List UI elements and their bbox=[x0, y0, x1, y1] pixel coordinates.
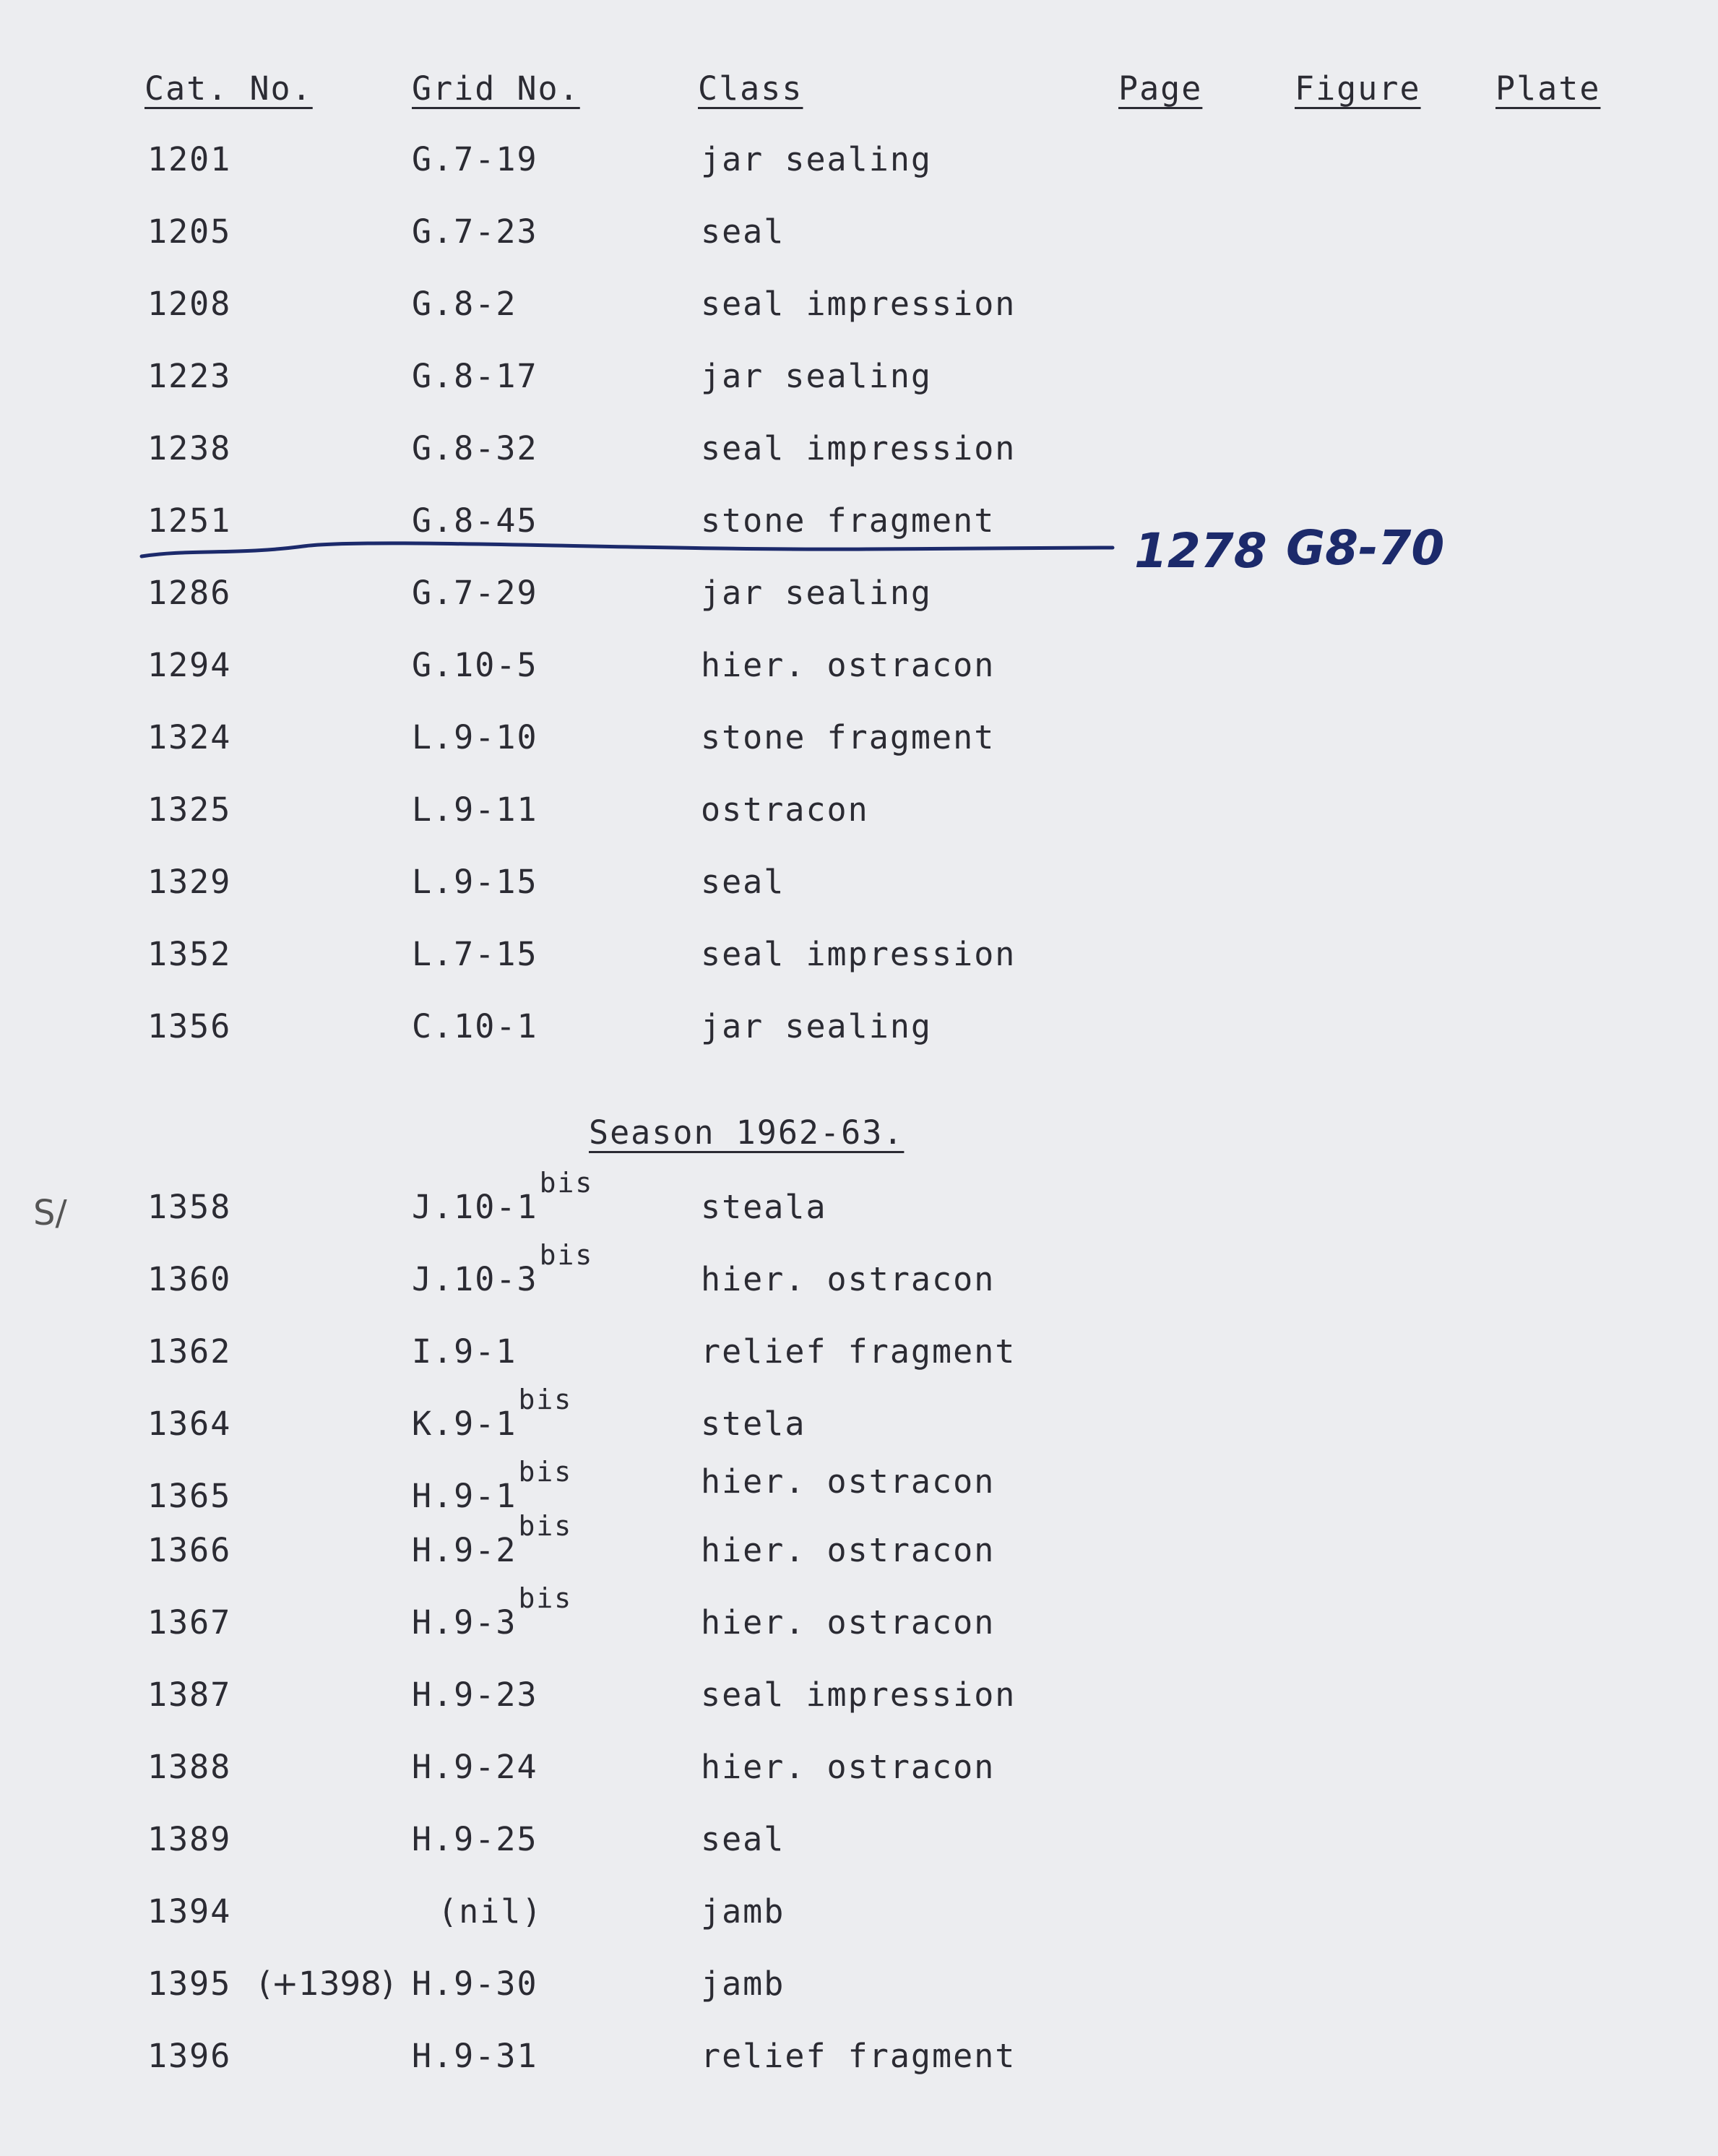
cat-no: 1395 bbox=[147, 1965, 232, 2003]
grid-no: C.10-1 bbox=[412, 1007, 538, 1045]
grid-no: $J.10-3^{bis}$ bbox=[412, 1239, 594, 1298]
cat-no: 1364 bbox=[147, 1405, 232, 1443]
class: jar sealing bbox=[701, 1007, 933, 1045]
grid-suffix: bis bbox=[518, 1582, 573, 1614]
cat-no: 1325 bbox=[147, 790, 232, 829]
header-class: Class bbox=[698, 69, 803, 108]
class: jar sealing bbox=[701, 357, 933, 395]
class: hier. ostracon bbox=[701, 646, 996, 684]
class: hier. ostracon bbox=[701, 1748, 996, 1786]
grid-no: G.8-2 bbox=[412, 285, 517, 323]
cat-no: 1389 bbox=[147, 1820, 232, 1858]
cat-no: 1208 bbox=[147, 285, 232, 323]
header-cat-no: Cat. No. bbox=[144, 69, 313, 108]
margin-mark: S/ bbox=[33, 1193, 67, 1233]
grid-no: H.9-30 bbox=[412, 1965, 538, 2003]
cat-no: 1365 bbox=[147, 1477, 232, 1515]
class: relief fragment bbox=[701, 2037, 1016, 2075]
header-page: Page bbox=[1118, 69, 1203, 108]
class: stela bbox=[701, 1405, 806, 1443]
grid-no: G.7-19 bbox=[412, 140, 538, 178]
grid-no: G.8-17 bbox=[412, 357, 538, 395]
cat-no: 1201 bbox=[147, 140, 232, 178]
cat-no: 1294 bbox=[147, 646, 232, 684]
grid-no: H.9-25 bbox=[412, 1820, 538, 1858]
cat-no: 1394 bbox=[147, 1892, 232, 1931]
header-grid-no: Grid No. bbox=[412, 69, 580, 108]
class: seal impression bbox=[701, 285, 1016, 323]
grid-no: L.9-11 bbox=[412, 790, 538, 829]
cat-no: 1396 bbox=[147, 2037, 232, 2075]
class: seal bbox=[701, 863, 785, 901]
grid-no: $K.9-1^{bis}$ bbox=[412, 1384, 573, 1443]
grid-no: G.8-45 bbox=[412, 501, 538, 540]
season-heading: Season 1962-63. bbox=[589, 1113, 905, 1152]
grid-no: G.10-5 bbox=[412, 646, 538, 684]
cat-no: 1360 bbox=[147, 1260, 232, 1298]
grid-no: I.9-1 bbox=[412, 1332, 517, 1371]
class: seal impression bbox=[701, 935, 1016, 973]
class: hier. ostracon bbox=[701, 1462, 996, 1501]
header-plate: Plate bbox=[1495, 69, 1601, 108]
grid-no: H.9-31 bbox=[412, 2037, 538, 2075]
class: seal bbox=[701, 212, 785, 251]
class: hier. ostracon bbox=[701, 1531, 996, 1569]
class: stone fragment bbox=[701, 501, 996, 540]
grid-suffix: bis bbox=[518, 1384, 573, 1415]
cat-no: 1362 bbox=[147, 1332, 232, 1371]
cat-no: 1238 bbox=[147, 429, 232, 467]
cat-no: 1387 bbox=[147, 1676, 232, 1714]
grid-suffix: bis bbox=[518, 1456, 573, 1488]
cat-no: 1356 bbox=[147, 1007, 232, 1045]
class: relief fragment bbox=[701, 1332, 1016, 1371]
class: jar sealing bbox=[701, 574, 933, 612]
grid-no: $H.9-1^{bis}$ bbox=[412, 1456, 573, 1515]
grid-suffix: bis bbox=[539, 1167, 594, 1199]
cat-no: 1251 bbox=[147, 501, 232, 540]
grid-no: H.9-23 bbox=[412, 1676, 538, 1714]
class: seal impression bbox=[701, 1676, 1016, 1714]
cat-no: 1324 bbox=[147, 718, 232, 756]
grid-no: $J.10-1^{bis}$ bbox=[412, 1167, 594, 1226]
grid-suffix: bis bbox=[539, 1239, 594, 1271]
grid-no: L.9-10 bbox=[412, 718, 538, 756]
grid-no: $H.9-2^{bis}$ bbox=[412, 1510, 573, 1569]
header-figure: Figure bbox=[1295, 69, 1421, 108]
grid-no: $H.9-3^{bis}$ bbox=[412, 1582, 573, 1642]
cat-no: 1329 bbox=[147, 863, 232, 901]
grid-no: L.9-15 bbox=[412, 863, 538, 901]
cat-no: 1286 bbox=[147, 574, 232, 612]
class: jar sealing bbox=[701, 140, 933, 178]
class: hier. ostracon bbox=[701, 1603, 996, 1642]
class: seal impression bbox=[701, 429, 1016, 467]
class: steala bbox=[701, 1188, 827, 1226]
grid-no: H.9-24 bbox=[412, 1748, 538, 1786]
cat-no: 1223 bbox=[147, 357, 232, 395]
grid-suffix: bis bbox=[518, 1510, 573, 1542]
cat-no: 1367 bbox=[147, 1603, 232, 1642]
cat-no: 1205 bbox=[147, 212, 232, 251]
cat-no: 1358 bbox=[147, 1188, 232, 1226]
class: stone fragment bbox=[701, 718, 996, 756]
class: hier. ostracon bbox=[701, 1260, 996, 1298]
grid-no: G.8-32 bbox=[412, 429, 538, 467]
handwritten-cat-no: 1278 bbox=[1134, 523, 1267, 579]
handwritten-grid-no: G8-70 bbox=[1286, 520, 1445, 576]
class: ostracon bbox=[701, 790, 869, 829]
grid-no: (nil) bbox=[438, 1892, 543, 1931]
cat-no: 1352 bbox=[147, 935, 232, 973]
grid-no: L.7-15 bbox=[412, 935, 538, 973]
class: jamb bbox=[701, 1892, 785, 1931]
related-cat-note: (+1398) bbox=[259, 1965, 394, 2003]
cat-no: 1388 bbox=[147, 1748, 232, 1786]
grid-no: G.7-29 bbox=[412, 574, 538, 612]
grid-no: G.7-23 bbox=[412, 212, 538, 251]
cat-no: 1366 bbox=[147, 1531, 232, 1569]
class: seal bbox=[701, 1820, 785, 1858]
class: jamb bbox=[701, 1965, 785, 2003]
